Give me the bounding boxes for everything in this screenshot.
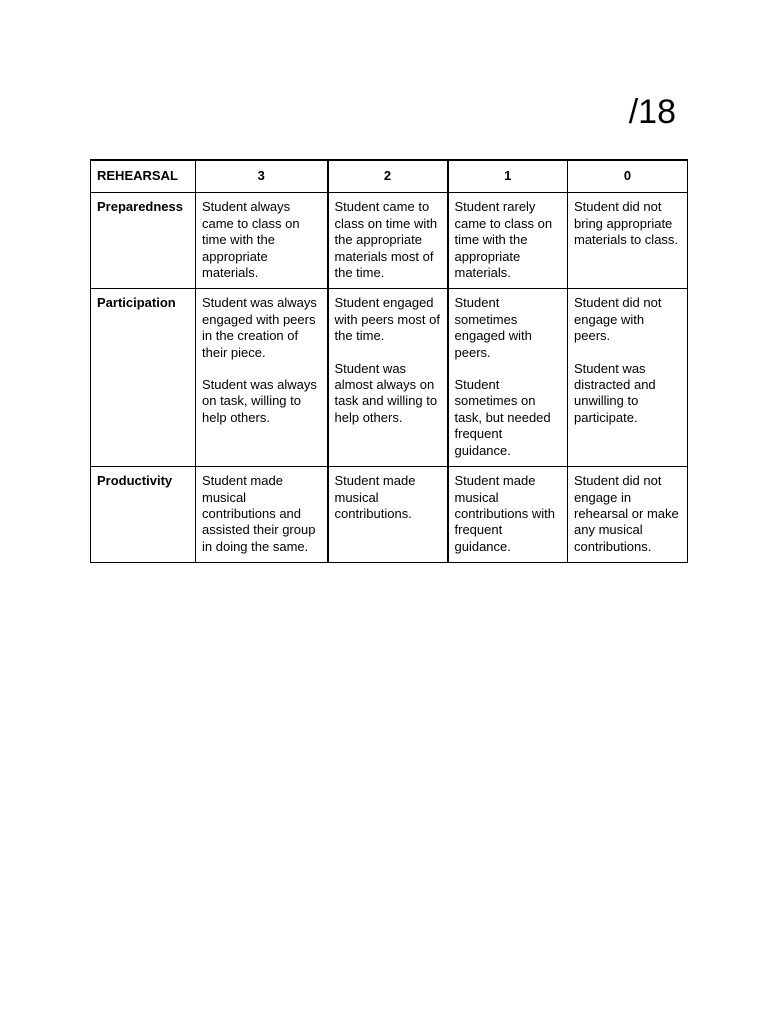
rubric-cell-score-2 xyxy=(328,467,448,563)
cell-text: Student made musical contributions and assisted their group in doing the same. xyxy=(202,473,316,554)
cell-text: Student always came to class on time with the appropriate materials. xyxy=(202,199,300,281)
cell-text: Student did not engage with peers. xyxy=(574,295,662,344)
cell-text: Student was distracted and unwilling to participate. xyxy=(574,360,656,425)
cell-text: Student sometimes on task, but needed frequent guidance. xyxy=(454,377,551,458)
rubric-row-preparedness xyxy=(91,193,688,289)
score-total: /18 xyxy=(628,93,676,131)
rubric-cell-score-2 xyxy=(328,289,448,467)
header-score-3: 3 xyxy=(196,160,328,193)
header-score-1: 1 xyxy=(448,160,568,193)
rubric-cell-score-3 xyxy=(196,289,328,467)
criterion-label: Productivity xyxy=(91,467,196,563)
rubric-row-productivity xyxy=(91,467,688,563)
rubric-cell-score-0 xyxy=(568,289,688,467)
cell-text: Student was always engaged with peers in the creation of their piece. xyxy=(202,295,317,360)
cell-text: Student was almost always on task and willing to help others. xyxy=(334,360,438,425)
rubric-cell-score-3 xyxy=(196,193,328,289)
rubric-header-row xyxy=(91,160,688,193)
cell-text: Student came to class on time with the appropriate materials most of the time. xyxy=(334,199,438,281)
rubric-cell-score-1 xyxy=(448,193,568,289)
cell-text: Student sometimes engaged with peers. xyxy=(454,295,532,360)
rehearsal-rubric-table xyxy=(90,159,688,563)
cell-text: Student was always on task, willing to help others. xyxy=(202,377,317,425)
criterion-label: Participation xyxy=(91,289,196,467)
rubric-cell-score-3 xyxy=(196,467,328,563)
cell-text: Student did not bring appropriate materials to class. xyxy=(574,199,679,248)
rubric-cell-score-1 xyxy=(448,289,568,467)
rubric-cell-score-1 xyxy=(448,467,568,563)
header-score-2: 2 xyxy=(328,160,448,193)
criterion-label: Preparedness xyxy=(91,193,196,289)
cell-text: Student rarely came to class on time with the appropriate materials. xyxy=(454,199,553,281)
cell-text: Student did not engage in rehearsal or make any musical contributions. xyxy=(574,473,679,554)
cell-text: Student made musical contributions with frequent guidance. xyxy=(454,473,555,554)
header-category: REHEARSAL xyxy=(91,160,196,193)
rubric-cell-score-2 xyxy=(328,193,448,289)
rubric-cell-score-0 xyxy=(568,467,688,563)
cell-text: Student made musical contributions. xyxy=(334,473,416,521)
header-score-0: 0 xyxy=(568,160,688,193)
rubric-row-participation xyxy=(91,289,688,467)
rubric-cell-score-0 xyxy=(568,193,688,289)
cell-text: Student engaged with peers most of the time. xyxy=(334,295,440,344)
